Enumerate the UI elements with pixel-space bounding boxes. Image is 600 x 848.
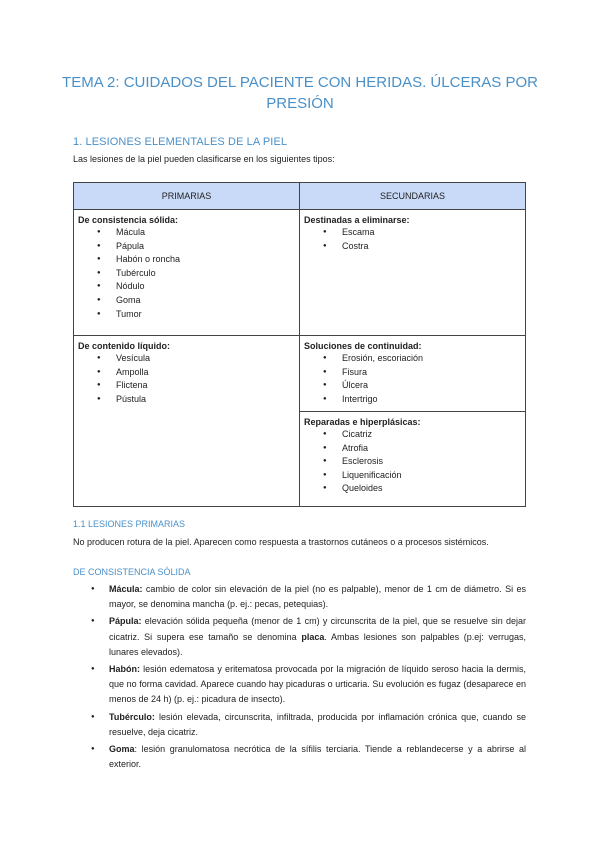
term: Tubérculo:	[109, 711, 155, 722]
category-label: Reparadas e hiperplásicas:	[304, 417, 421, 427]
emphasis: placa	[301, 631, 325, 642]
category-label: De contenido líquido:	[78, 341, 170, 351]
list-item: ● Queloides	[342, 482, 521, 496]
cell-liquid	[74, 336, 300, 507]
definition-item	[109, 710, 526, 740]
definition-text: lesión elevada, circunscrita, infiltrada, producida por inflamación crónica que, cuando se resuelve, deja cicatriz.	[109, 711, 526, 737]
eliminate-list	[304, 226, 521, 253]
term: Habón:	[109, 664, 140, 675]
cell-solid	[74, 210, 300, 336]
definition-text: . Ambas lesiones son palpables (p.ej: verrugas, lunares elevados).	[109, 631, 527, 657]
section-heading: 1. LESIONES ELEMENTALES DE LA PIEL	[73, 136, 288, 148]
definition-item	[109, 742, 526, 772]
list-item: ● Escama	[342, 226, 521, 240]
lesions-table	[73, 182, 526, 507]
cell-eliminate	[300, 210, 526, 336]
list-item: ● Costra	[342, 240, 521, 254]
cell-repaired	[300, 412, 526, 507]
definition-item	[109, 614, 526, 660]
definition-item	[109, 662, 526, 708]
term: Goma	[109, 744, 135, 755]
header-primarias: PRIMARIAS	[74, 183, 300, 210]
definition-text: : lesión granulomatosa necrótica de la sífilis terciaria. Tiende a reblandecerse y a abrirse al exterior.	[109, 744, 526, 770]
list-item: ● Pústula	[116, 393, 295, 407]
subheading-solid: DE CONSISTENCIA SÓLIDA	[73, 567, 191, 577]
term: Pápula:	[109, 616, 142, 627]
list-item: ● Nódulo	[116, 280, 295, 294]
list-item: ● Mácula	[116, 226, 295, 240]
definition-text: elevación sólida pequeña (menor de 1 cm) y circunscrita de la piel, que se resuelve sin dejar cicatriz. Si supera ese tamaño se denomina	[109, 616, 526, 642]
list-item: ● Liquenificación	[342, 469, 521, 483]
term: Mácula:	[109, 584, 143, 594]
definition-item	[109, 582, 526, 612]
repaired-list	[304, 428, 521, 496]
intro-text: Las lesiones de la piel pueden clasificarse en los siguientes tipos:	[73, 154, 335, 164]
list-item: ● Atrofia	[342, 442, 521, 456]
page-title: TEMA 2: CUIDADOS DEL PACIENTE CON HERIDAS. ÚLCERAS POR PRESIÓN	[62, 74, 538, 112]
list-item: ● Ampolla	[116, 366, 295, 380]
definition-text: lesión edematosa y eritematosa provocada por la migración de líquido seroso hacia la dermis, que no forma cavidad. Aparece cuando hay picaduras o urticaria. Su evolución es fugaz (desaparece en menos de 24 h) (p. ej.: picadura de insecto).	[109, 664, 526, 705]
list-item: ● Esclerosis	[342, 455, 521, 469]
list-item: ● Pápula	[116, 240, 295, 254]
cell-continuity	[300, 336, 526, 412]
list-item: ● Fisura	[342, 366, 521, 380]
list-item: ● Cicatriz	[342, 428, 521, 442]
list-item: ● Intertrigo	[342, 393, 521, 407]
liquid-list	[78, 352, 295, 406]
continuity-list	[304, 352, 521, 406]
subsection-heading: 1.1 LESIONES PRIMARIAS	[73, 519, 186, 529]
definition-text: cambio de color sin elevación de la piel (no es palpable), menor de 1 cm de diámetro. Si es mayor, se denomina mancha (p. ej.: pecas, petequias).	[109, 584, 526, 610]
list-item: ● Tumor	[116, 308, 295, 322]
list-item: ● Goma	[116, 294, 295, 308]
definition-list	[73, 582, 526, 774]
header-secundarias: SECUNDARIAS	[300, 183, 526, 210]
category-label: De consistencia sólida:	[78, 215, 179, 225]
list-item: ● Erosión, escoriación	[342, 352, 521, 366]
category-label: Soluciones de continuidad:	[304, 341, 422, 351]
list-item: ● Flictena	[116, 379, 295, 393]
category-label: Destinadas a eliminarse:	[304, 215, 410, 225]
list-item: ● Habón o roncha	[116, 253, 295, 267]
solid-list	[78, 226, 295, 321]
list-item: ● Vesícula	[116, 352, 295, 366]
paragraph: No producen rotura de la piel. Aparecen como respuesta a trastornos cutáneos o a procesos sistémicos.	[73, 537, 489, 547]
list-item: ● Úlcera	[342, 379, 521, 393]
list-item: ● Tubérculo	[116, 267, 295, 281]
